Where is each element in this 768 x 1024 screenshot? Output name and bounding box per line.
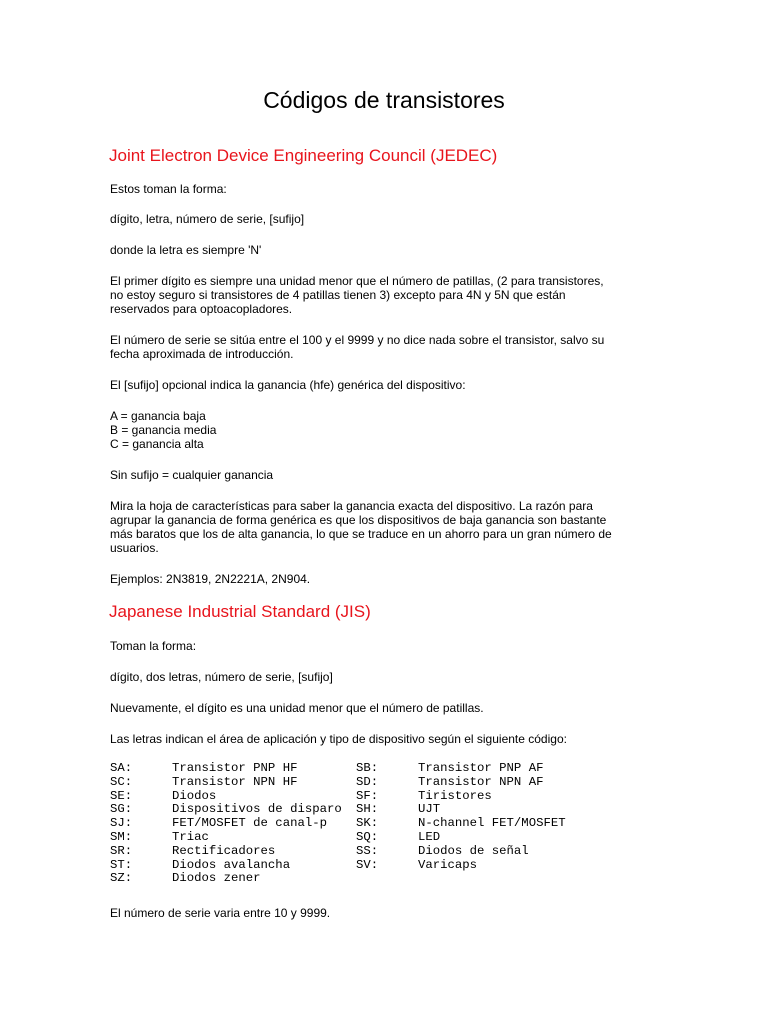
jedec-first-digit-paragraph: [110, 274, 660, 316]
jis-intro: Toman la forma:: [110, 639, 197, 653]
jedec-intro: Estos toman la forma:: [110, 182, 227, 196]
paragraph-line: fecha aproximada de introducción.: [110, 347, 294, 361]
code-description: UJT: [418, 802, 441, 817]
code-description: Varicaps: [418, 857, 478, 872]
code-prefix: SF:: [356, 788, 379, 803]
jis-digit-note: Nuevamente, el dígito es una unidad menor que el número de patillas.: [110, 701, 484, 715]
code-description: Diodos: [172, 788, 217, 803]
code-row: [110, 790, 588, 804]
code-description: [418, 872, 588, 886]
code-prefix: [356, 872, 418, 886]
jis-format: dígito, dos letras, número de serie, [sufijo]: [110, 670, 333, 684]
code-description: Triac: [172, 829, 209, 844]
code-row: [110, 831, 588, 845]
code-prefix: SZ:: [110, 871, 133, 886]
jedec-datasheet-paragraph: [110, 499, 660, 555]
jedec-serial-paragraph: [110, 333, 660, 361]
jis-code-table: [110, 762, 588, 886]
paragraph-line: más baratos que los de alta ganancia, lo que se traduce en un ahorro para un gran número de: [110, 527, 612, 541]
code-description: Diodos de señal: [418, 843, 529, 858]
gain-item: A = ganancia baja: [110, 409, 206, 423]
code-description: Transistor NPN AF: [418, 774, 544, 789]
section-heading-jis: Japanese Industrial Standard (JIS): [109, 602, 371, 621]
section-heading-jedec: Joint Electron Device Engineering Council (JEDEC): [109, 146, 498, 165]
gain-item: C = ganancia alta: [110, 437, 204, 451]
paragraph-line: reservados para optoacopladores.: [110, 302, 293, 316]
paragraph-line: no estoy seguro si transistores de 4 patillas tienen 3) excepto para 4N y 5N que están: [110, 288, 566, 302]
code-prefix: SK:: [356, 816, 379, 831]
code-prefix: SV:: [356, 857, 379, 872]
code-row: [110, 776, 588, 790]
code-description: Tiristores: [418, 788, 492, 803]
code-prefix: SE:: [110, 788, 133, 803]
paragraph-line: Mira la hoja de características para saber la ganancia exacta del dispositivo. La razón para: [110, 499, 593, 513]
code-prefix: SC:: [110, 774, 133, 789]
code-description: Transistor PNP HF: [172, 761, 298, 775]
paragraph-line: usuarios.: [110, 541, 159, 555]
code-description: Diodos zener: [172, 871, 261, 886]
code-row: [110, 803, 588, 817]
code-prefix: ST:: [110, 857, 133, 872]
jedec-suffix-paragraph: El [sufijo] opcional indica la ganancia (hfe) genérica del dispositivo:: [110, 378, 466, 392]
code-prefix: SQ:: [356, 829, 379, 844]
code-row: [110, 872, 588, 886]
jedec-letter-note: donde la letra es siempre 'N': [110, 243, 262, 257]
paragraph-line: agrupar la ganancia de forma genérica es que los dispositivos de baja ganancia son bastante: [110, 513, 607, 527]
code-row: [110, 817, 588, 831]
code-description: Transistor NPN HF: [172, 774, 298, 789]
jis-serial-note: El número de serie varia entre 10 y 9999.: [110, 906, 331, 920]
code-description: FET/MOSFET de canal-p: [172, 816, 327, 831]
paragraph-line: El primer dígito es siempre una unidad menor que el número de patillas, (2 para transistores,: [110, 274, 604, 288]
code-row: [110, 845, 588, 859]
jedec-format: dígito, letra, número de serie, [sufijo]: [110, 212, 305, 226]
paragraph-line: El número de serie se sitúa entre el 100 y el 9999 y no dice nada sobre el transistor, salvo su: [110, 333, 605, 347]
code-prefix: SM:: [110, 829, 133, 844]
code-row: [110, 859, 588, 873]
code-prefix: SD:: [356, 774, 379, 789]
code-description: Diodos avalancha: [172, 857, 291, 872]
jedec-no-suffix: Sin sufijo = cualquier ganancia: [110, 468, 274, 482]
jis-letters-intro: Las letras indican el área de aplicación y tipo de dispositivo según el siguiente código:: [110, 732, 567, 746]
jedec-gain-list: [110, 409, 660, 451]
code-prefix: SG:: [110, 802, 133, 817]
code-prefix: SH:: [356, 802, 379, 817]
code-prefix: SB:: [356, 761, 379, 775]
jedec-examples: Ejemplos: 2N3819, 2N2221A, 2N904.: [110, 572, 311, 586]
code-description: N-channel FET/MOSFET: [418, 816, 566, 831]
code-row: [110, 762, 588, 776]
gain-item: B = ganancia media: [110, 423, 217, 437]
code-prefix: SS:: [356, 843, 379, 858]
code-prefix: SA:: [110, 761, 133, 775]
code-prefix: SJ:: [110, 816, 133, 831]
code-prefix: SR:: [110, 843, 133, 858]
page-title: Códigos de transistores: [263, 87, 505, 113]
code-description: Dispositivos de disparo: [172, 802, 342, 817]
code-description: Rectificadores: [172, 843, 276, 858]
code-description: Transistor PNP AF: [418, 761, 544, 775]
code-description: LED: [418, 829, 441, 844]
